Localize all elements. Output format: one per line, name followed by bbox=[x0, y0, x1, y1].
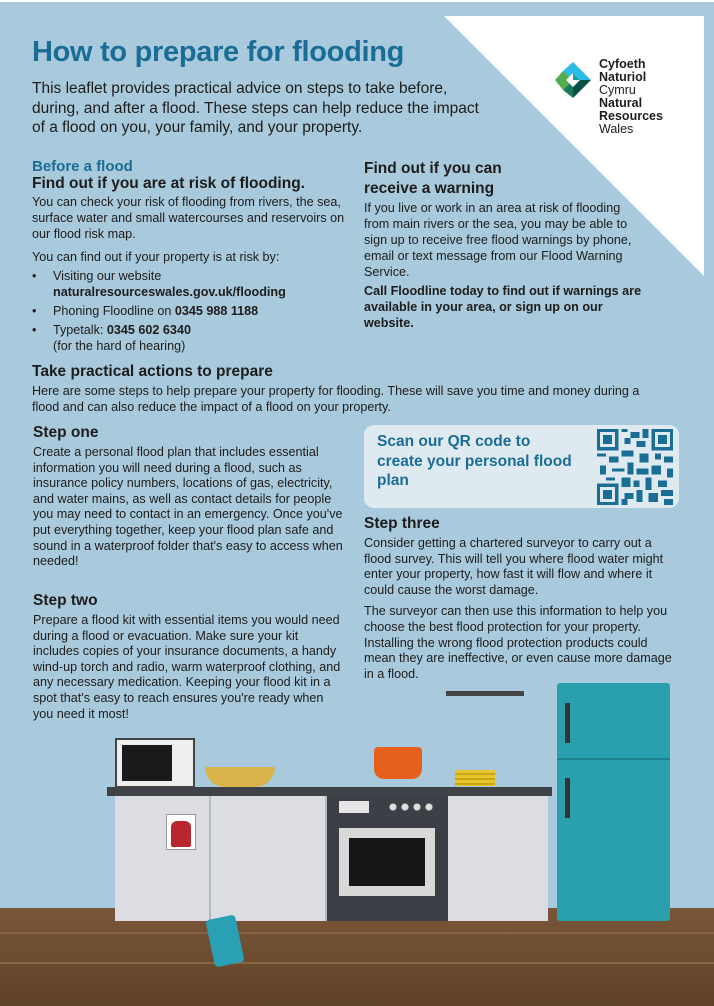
list-item: • Phoning Floodline on 0345 988 1188 bbox=[32, 303, 348, 319]
logo-line: Resources bbox=[599, 109, 663, 124]
risk-para-2: You can find out if your property is at risk by: bbox=[32, 250, 280, 264]
step-two-heading: Step two bbox=[33, 592, 98, 609]
cabinet-right bbox=[448, 796, 548, 921]
intro-text: This leaflet provides practical advice on steps to take before, during, and after a flood. These steps can help reduce the impact of a flood on you, your family, and your property. bbox=[32, 80, 479, 136]
qr-code-icon[interactable] bbox=[597, 429, 673, 505]
step-three-text-1: Consider getting a chartered surveyor to carry out a flood survey. This will tell you where flood water might enter your property, how fast it will flow and where it could cause the worst damage. bbox=[364, 536, 664, 597]
step-three-heading: Step three bbox=[364, 515, 440, 532]
section-label: Before a flood bbox=[32, 158, 133, 175]
countertop bbox=[107, 787, 552, 796]
before-flood-section bbox=[32, 158, 348, 354]
leaflet-page bbox=[0, 2, 714, 1006]
cooking-pot bbox=[374, 747, 422, 779]
step-three bbox=[364, 514, 682, 682]
logo-line: Natural bbox=[599, 96, 643, 111]
step-three-text-2: The surveyor can then use this information to help you choose the best flood protection for your property. Installing the wrong flood protection products could mean they are ineffective, or even cause more damage in a flood. bbox=[364, 604, 672, 681]
qr-label: Scan our QR code to create your personal flood plan bbox=[377, 433, 572, 489]
logo-line: Naturiol bbox=[599, 69, 647, 84]
nrw-logo-text bbox=[599, 58, 663, 136]
actions-section bbox=[32, 362, 662, 415]
utensil-rail bbox=[446, 691, 524, 696]
page-title: How to prepare for flooding bbox=[32, 36, 405, 68]
warning-section bbox=[364, 159, 644, 331]
actions-heading: Take practical actions to prepare bbox=[32, 363, 273, 380]
step-one-heading: Step one bbox=[33, 424, 99, 441]
risk-list bbox=[32, 268, 348, 354]
website-link[interactable]: naturalresourceswales.gov.uk/flooding bbox=[53, 285, 286, 299]
microwave bbox=[115, 738, 195, 788]
oven-mitt-icon bbox=[166, 814, 196, 850]
cabinet-left bbox=[115, 796, 327, 921]
actions-para: Here are some steps to help prepare your property for flooding. These will save you time and money during a flood and can also reduce the impact of a flood on your property. bbox=[32, 384, 640, 414]
logo-line: Cyfoeth bbox=[599, 57, 646, 71]
nrw-logo-icon bbox=[553, 60, 593, 100]
logo-line: Wales bbox=[599, 121, 634, 136]
warning-cta: Call Floodline today to find out if warnings are available in your area, or sign up on our website. bbox=[364, 284, 642, 330]
plates bbox=[455, 770, 495, 786]
list-item: • Visiting our website naturalresourceswales.gov.uk/flooding bbox=[32, 268, 348, 300]
fruit-bowl bbox=[205, 767, 275, 787]
step-two bbox=[33, 591, 345, 722]
step-one-text: Create a personal flood plan that includes essential information you will need during a flood, such as insurance policy numbers, locations of gas, electricity, and water mains, as well as contact details for people you may need to contact in an emergency. Once you've put everything together, keep your flood plan safe and sound in a waterproof folder that's easy to access when needed! bbox=[33, 445, 343, 569]
risk-para: You can check your risk of flooding from rivers, the sea, surface water and small watercourses and reservoirs on our flood risk map. bbox=[32, 195, 345, 241]
risk-heading: Find out if you are at risk of flooding. bbox=[32, 175, 305, 192]
flooded-floor bbox=[0, 908, 714, 1006]
step-one bbox=[33, 423, 345, 570]
warning-para: If you live or work in an area at risk of flooding from main rivers or the sea, you may be able to sign up to receive free flood warnings by phone, email or text message from our Flood Warning Service. bbox=[364, 201, 632, 279]
logo-line: Cymru bbox=[599, 82, 636, 97]
step-two-text: Prepare a flood kit with essential items you would need during a flood or evacuation. Make sure your kit includes copies of your insurance documents, a handy wind-up torch and radio, warm waterproof clothing, and any necessary medication. Keeping your flood kit in a spot that's easy to reach ensures you're ready when you need it most! bbox=[33, 613, 341, 721]
fridge bbox=[557, 683, 670, 921]
floodline-phone[interactable]: 0345 988 1188 bbox=[174, 304, 259, 318]
oven bbox=[327, 796, 448, 921]
list-item: • Typetalk: 0345 602 6340 (for the hard of hearing) bbox=[32, 322, 348, 354]
typetalk-phone[interactable]: 0345 602 6340 bbox=[106, 323, 191, 337]
warning-heading: Find out if you can receive a warning bbox=[364, 160, 502, 197]
